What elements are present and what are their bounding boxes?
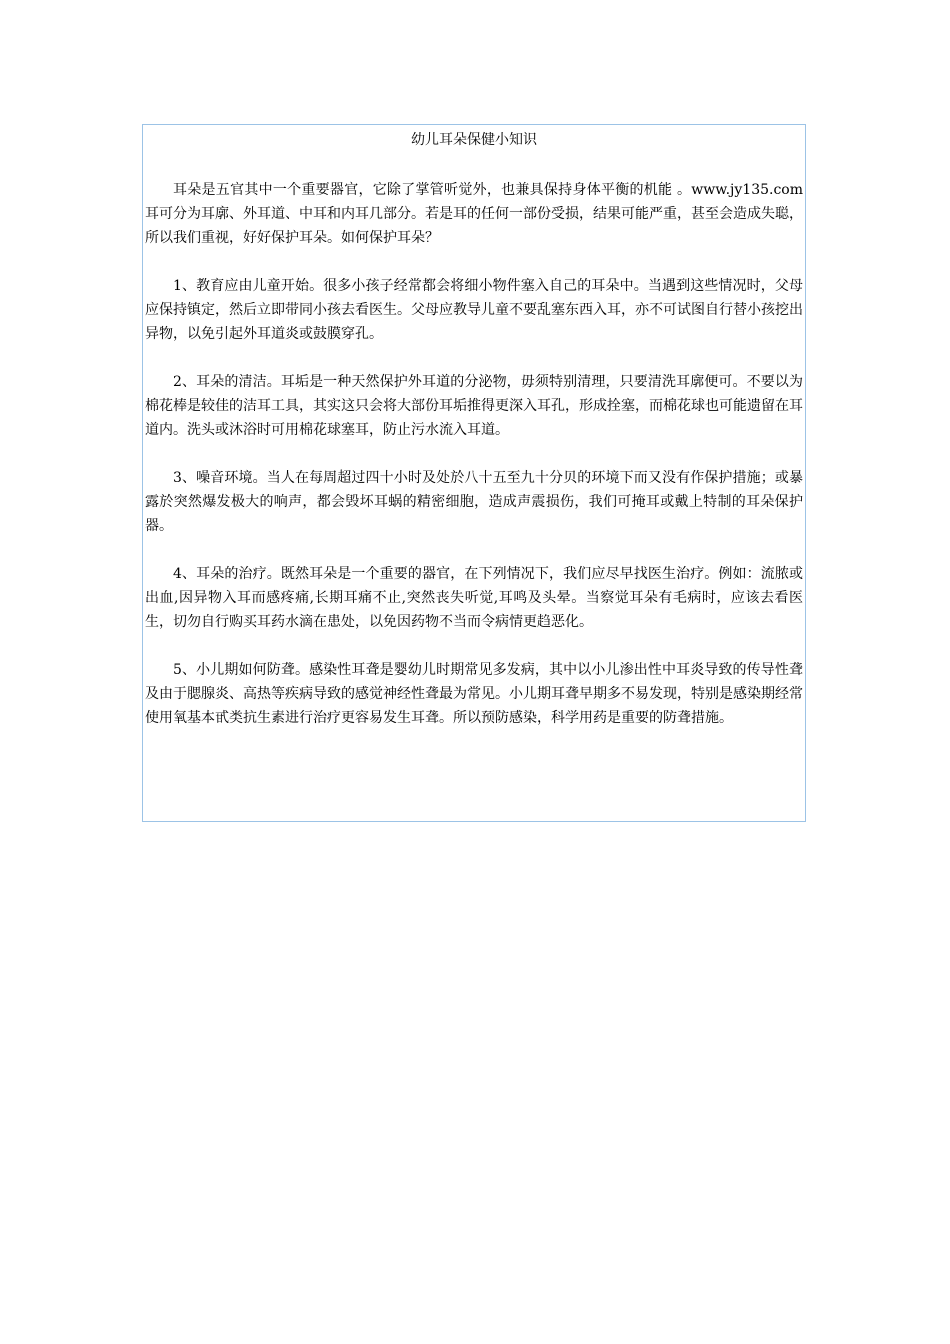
paragraph-education: 1、教育应由儿童开始。很多小孩子经常都会将细小物件塞入自己的耳朵中。当遇到这些情况时，父母应保持镇定，然后立即带同小孩去看医生。父母应教导儿童不要乱塞东西入耳，亦不可试图自行替小孩挖出异物，以免引起外耳道炎或鼓膜穿孔。 (145, 278, 803, 342)
paragraph-treatment: 4、耳朵的治疗。既然耳朵是一个重要的器官，在下列情况下，我们应尽早找医生治疗。例如：流脓或出血,因异物入耳而感疼痛,长期耳痛不止,突然丧失听觉,耳鸣及头晕。当察觉耳朵有毛病时，应该去看医生，切勿自行购买耳药水滴在患处，以免因药物不当而令病情更趋恶化。 (145, 566, 803, 630)
document-frame (142, 124, 806, 822)
document-title: 幼儿耳朵保健小知识 (411, 132, 537, 148)
paragraph-cleaning: 2、耳朵的清洁。耳垢是一种天然保护外耳道的分泌物，毋须特别清理，只要清洗耳廓便可。不要以为棉花棒是较佳的洁耳工具，其实这只会将大部份耳垢推得更深入耳孔，形成拴塞，而棉花球也可能遗留在耳道内。洗头或沐浴时可用棉花球塞耳，防止污水流入耳道。 (145, 374, 803, 438)
intro-paragraph: 耳朵是五官其中一个重要器官，它除了掌管听觉外，也兼具保持身体平衡的机能 。www.jy135.com 耳可分为耳廓、外耳道、中耳和内耳几部分。若是耳的任何一部份受损，结果可能严重，甚至会造成失聪，所以我们重视，好好保护耳朵。如何保护耳朵？ (145, 182, 803, 246)
title-spacer (145, 152, 803, 178)
paragraph-deafness-prevention: 5、小儿期如何防聋。感染性耳聋是婴幼儿时期常见多发病，其中以小儿渗出性中耳炎导致的传导性聋及由于腮腺炎、高热等疾病导致的感觉神经性聋最为常见。小儿期耳聋早期多不易发现，特别是感染期经常使用氧基本甙类抗生素进行治疗更容易发生耳聋。所以预防感染，科学用药是重要的防聋措施。 (145, 662, 803, 726)
paragraph-noise: 3、噪音环境。当人在每周超过四十小时及处於八十五至九十分贝的环境下而又没有作保护措施；或暴露於突然爆发极大的响声，都会毁坏耳蜗的精密细胞，造成声震损伤，我们可掩耳或戴上特制的耳朵保护器。 (145, 470, 803, 534)
